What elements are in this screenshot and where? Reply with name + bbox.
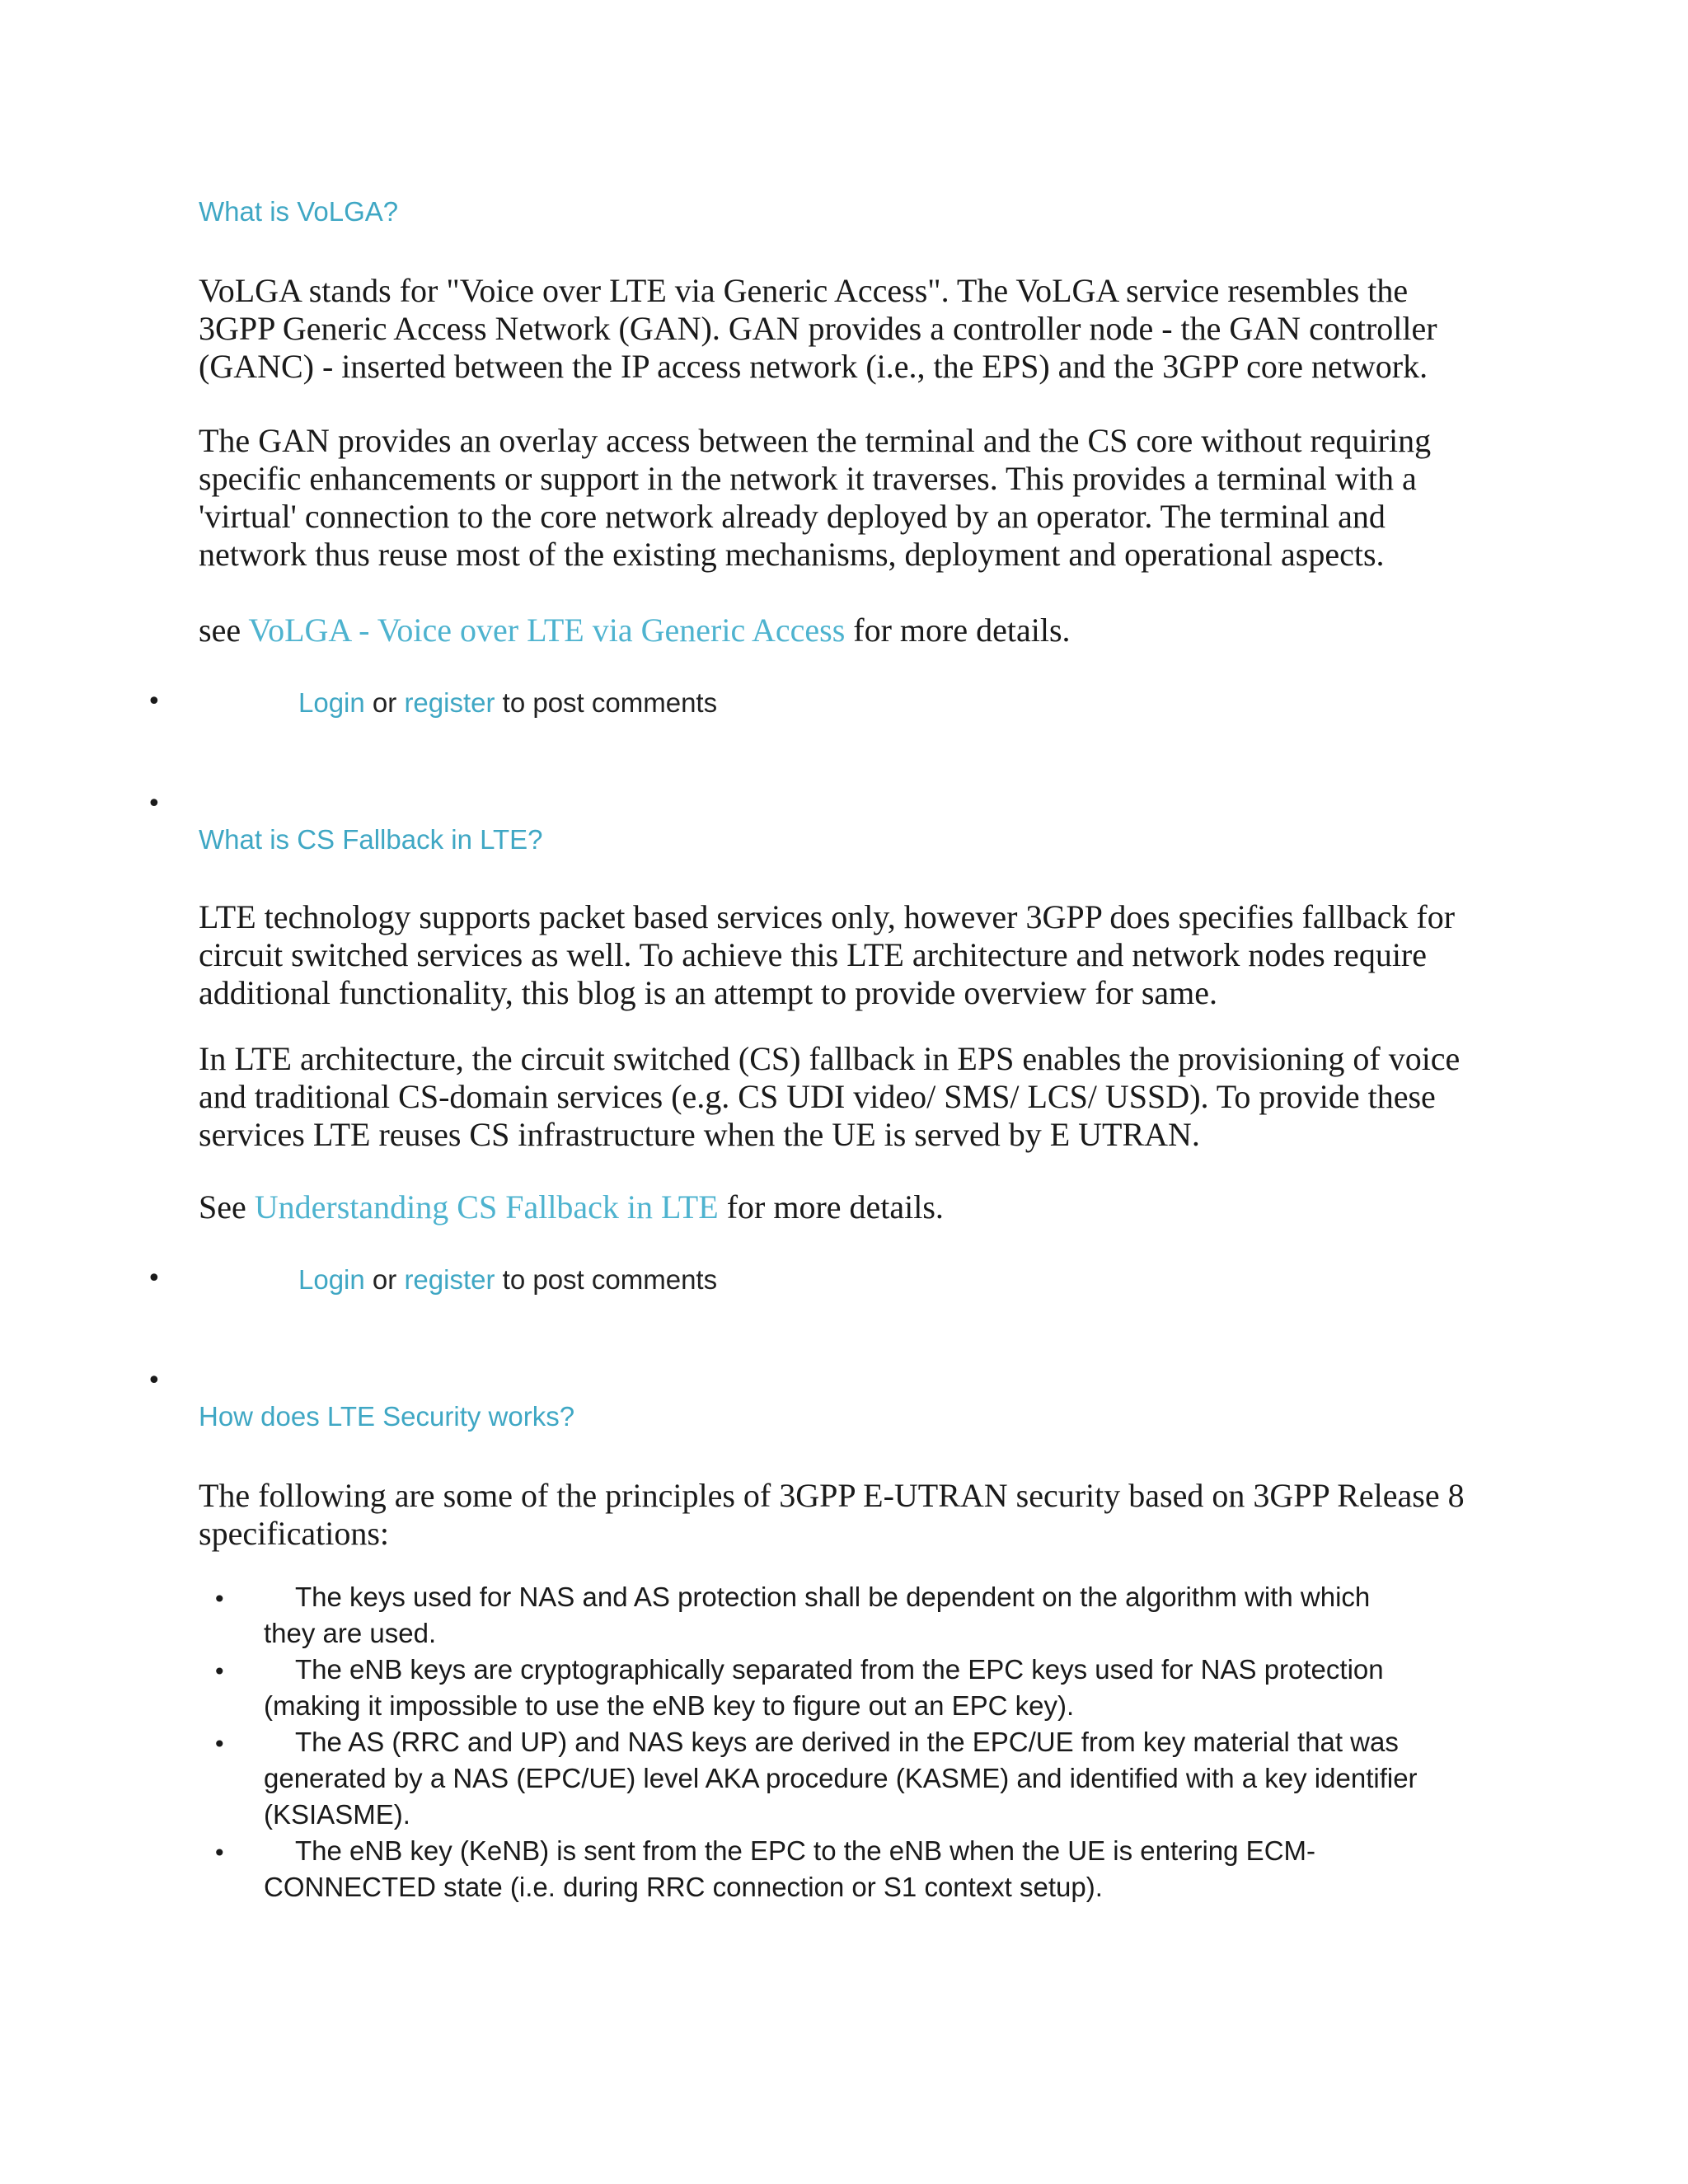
login-link[interactable]: Login	[298, 687, 365, 718]
comment-links-1	[298, 687, 717, 719]
text-line: The AS (RRC and UP) and NAS keys are derived in the EPC/UE from key material that was	[295, 1727, 1399, 1757]
comment-suffix: to post comments	[495, 687, 718, 718]
bullet-icon: •	[213, 1586, 227, 1613]
paragraph-volga-gan	[199, 422, 1432, 574]
text-line: The keys used for NAS and AS protection shall be dependent on the algorithm with which	[295, 1582, 1371, 1612]
paragraph-volga-intro	[199, 272, 1437, 386]
register-link[interactable]: register	[404, 687, 495, 718]
login-link[interactable]: Login	[298, 1264, 365, 1295]
text-line: The GAN provides an overlay access between the terminal and the CS core without requiring	[199, 422, 1432, 459]
text-line: specific enhancements or support in the network it traverses. This provides a terminal with a	[199, 460, 1417, 497]
text-line: network thus reuse most of the existing mechanisms, deployment and operational aspects.	[199, 536, 1385, 573]
cs-fallback-details-link[interactable]: Understanding CS Fallback in LTE	[254, 1188, 719, 1226]
section-heading-cs-fallback: What is CS Fallback in LTE?	[199, 824, 543, 855]
text-line: The eNB key (KeNB) is sent from the EPC to the eNB when the UE is entering ECM-	[295, 1835, 1315, 1866]
bullet-icon: •	[147, 790, 162, 818]
register-link[interactable]: register	[404, 1264, 495, 1295]
text-line: The eNB keys are cryptographically separated from the EPC keys used for NAS protection	[295, 1654, 1384, 1685]
bullet-icon: •	[213, 1731, 227, 1758]
paragraph-cs-fallback-intro	[199, 898, 1456, 1012]
text-line: circuit switched services as well. To achieve this LTE architecture and network nodes require	[199, 936, 1427, 973]
text-line: additional functionality, this blog is an attempt to provide overview for same.	[199, 974, 1218, 1011]
bullet-icon: •	[147, 687, 162, 716]
text-line: generated by a NAS (EPC/UE) level AKA procedure (KASME) and identified with a key identifier	[264, 1763, 1418, 1793]
see-more-volga	[199, 612, 1071, 649]
text-line: they are used.	[264, 1618, 437, 1648]
bullet-icon: •	[147, 1264, 162, 1293]
text-line: VoLGA stands for "Voice over LTE via Generic Access". The VoLGA service resembles the	[199, 272, 1409, 309]
list-item-security-1	[264, 1579, 1459, 1652]
comment-suffix: to post comments	[495, 1264, 718, 1295]
see-suffix: for more details.	[718, 1188, 944, 1226]
section-heading-lte-security: How does LTE Security works?	[199, 1401, 575, 1432]
list-item-security-3	[264, 1724, 1459, 1833]
text-line: specifications:	[199, 1515, 390, 1552]
paragraph-cs-fallback-eps	[199, 1040, 1461, 1154]
comment-or: or	[364, 1264, 405, 1295]
text-line: (GANC) - inserted between the IP access network (i.e., the EPS) and the 3GPP core network.	[199, 348, 1428, 385]
volga-details-link[interactable]: VoLGA - Voice over LTE via Generic Access	[248, 612, 846, 649]
text-line: (making it impossible to use the eNB key to figure out an EPC key).	[264, 1690, 1075, 1721]
comment-links-2	[298, 1264, 717, 1296]
section-heading-volga: What is VoLGA?	[199, 196, 399, 227]
text-line: (KSIASME).	[264, 1799, 410, 1830]
list-item-security-4	[264, 1833, 1459, 1905]
list-item-security-2	[264, 1652, 1459, 1724]
text-line: and traditional CS-domain services (e.g. CS UDI video/ SMS/ LCS/ USSD). To provide these	[199, 1078, 1436, 1115]
see-more-cs-fallback	[199, 1188, 944, 1226]
text-line: 3GPP Generic Access Network (GAN). GAN provides a controller node - the GAN controller	[199, 310, 1437, 347]
see-prefix: see	[199, 612, 249, 649]
text-line: LTE technology supports packet based services only, however 3GPP does specifies fallback for	[199, 898, 1456, 935]
bullet-icon: •	[147, 1366, 162, 1395]
see-suffix: for more details.	[845, 612, 1071, 649]
text-line: services LTE reuses CS infrastructure when the UE is served by E UTRAN.	[199, 1116, 1200, 1153]
text-line: CONNECTED state (i.e. during RRC connection or S1 context setup).	[264, 1872, 1103, 1902]
comment-or: or	[364, 687, 405, 718]
text-line: In LTE architecture, the circuit switched (CS) fallback in EPS enables the provisioning of voice	[199, 1040, 1461, 1077]
bullet-icon: •	[213, 1658, 227, 1685]
paragraph-lte-security-intro	[199, 1477, 1484, 1553]
text-line: The following are some of the principles of 3GPP E-UTRAN security based on 3GPP Release 8	[199, 1477, 1465, 1514]
see-prefix: See	[199, 1188, 255, 1226]
text-line: 'virtual' connection to the core network already deployed by an operator. The terminal and	[199, 498, 1386, 535]
bullet-icon: •	[213, 1840, 227, 1867]
